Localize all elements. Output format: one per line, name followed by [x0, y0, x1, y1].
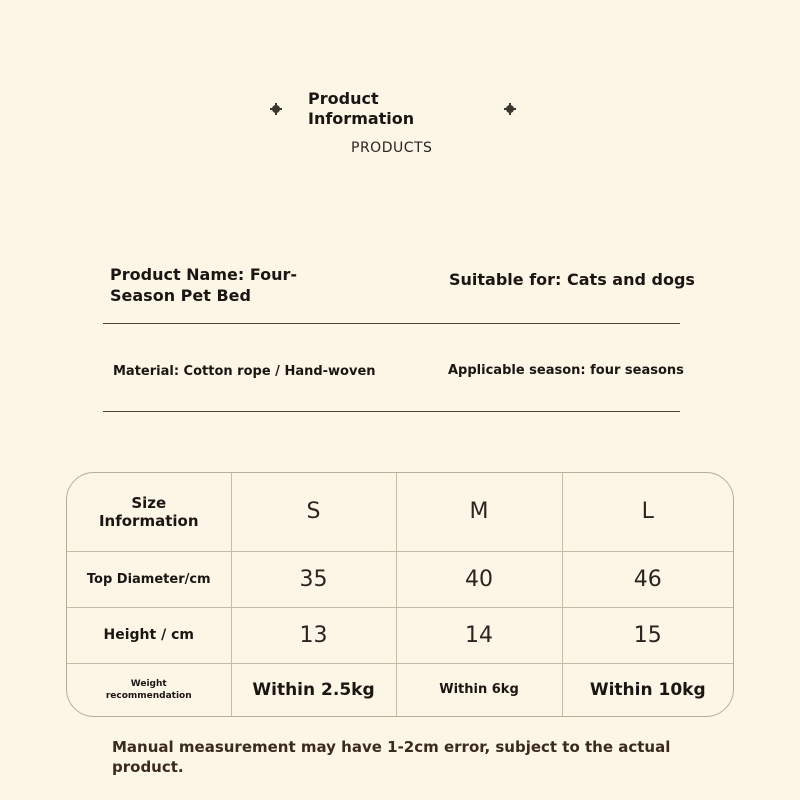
table-cell: 14: [396, 607, 562, 663]
size-m: M: [396, 473, 562, 551]
size-info-header: [67, 473, 231, 551]
table-cell: 13: [231, 607, 396, 663]
weight-s: Within 2.5kg: [231, 663, 396, 716]
measurement-note: Manual measurement may have 1-2cm error, subject to the actual product.: [112, 738, 671, 776]
row-label-height: Height / cm: [67, 607, 231, 663]
weight-m: Within 6kg: [396, 663, 562, 716]
size-table: [66, 472, 734, 717]
table-cell: 15: [562, 607, 733, 663]
table-row: [67, 663, 733, 716]
size-s: S: [231, 473, 396, 551]
title-line-1: Product: [308, 89, 379, 108]
table-cell: 46: [562, 551, 733, 607]
table-header-row: [67, 473, 733, 551]
row-label-diameter: Top Diameter/cm: [67, 551, 231, 607]
weight-l: Within 10kg: [562, 663, 733, 716]
product-name-line-2: Season Pet Bed: [110, 286, 251, 305]
product-name-line-1: Product Name: Four-: [110, 265, 298, 284]
row-label-weight: [67, 663, 231, 716]
table-row: [67, 607, 733, 663]
applicable-season: Applicable season: four seasons: [448, 363, 684, 378]
table-cell: 35: [231, 551, 396, 607]
size-info-header-line-2: Information: [98, 511, 199, 530]
size-l: L: [562, 473, 733, 551]
weight-label-line-1: Weight: [130, 678, 167, 689]
divider-1: [103, 323, 680, 324]
table-cell: 40: [396, 551, 562, 607]
weight-label-line-2: recommendation: [105, 690, 192, 701]
table-row: [67, 551, 733, 607]
decorative-dot-left-icon: [272, 105, 280, 113]
product-name: [110, 264, 340, 306]
suitable-for: Suitable for: Cats and dogs: [449, 270, 695, 289]
page-subtitle: PRODUCTS: [351, 140, 433, 156]
material: Material: Cotton rope / Hand-woven: [113, 364, 376, 379]
size-info-header-line-1: Size: [131, 493, 167, 512]
title-line-2: Information: [308, 109, 415, 128]
decorative-dot-right-icon: [506, 105, 514, 113]
page-title: [308, 89, 414, 129]
divider-2: [103, 411, 680, 412]
